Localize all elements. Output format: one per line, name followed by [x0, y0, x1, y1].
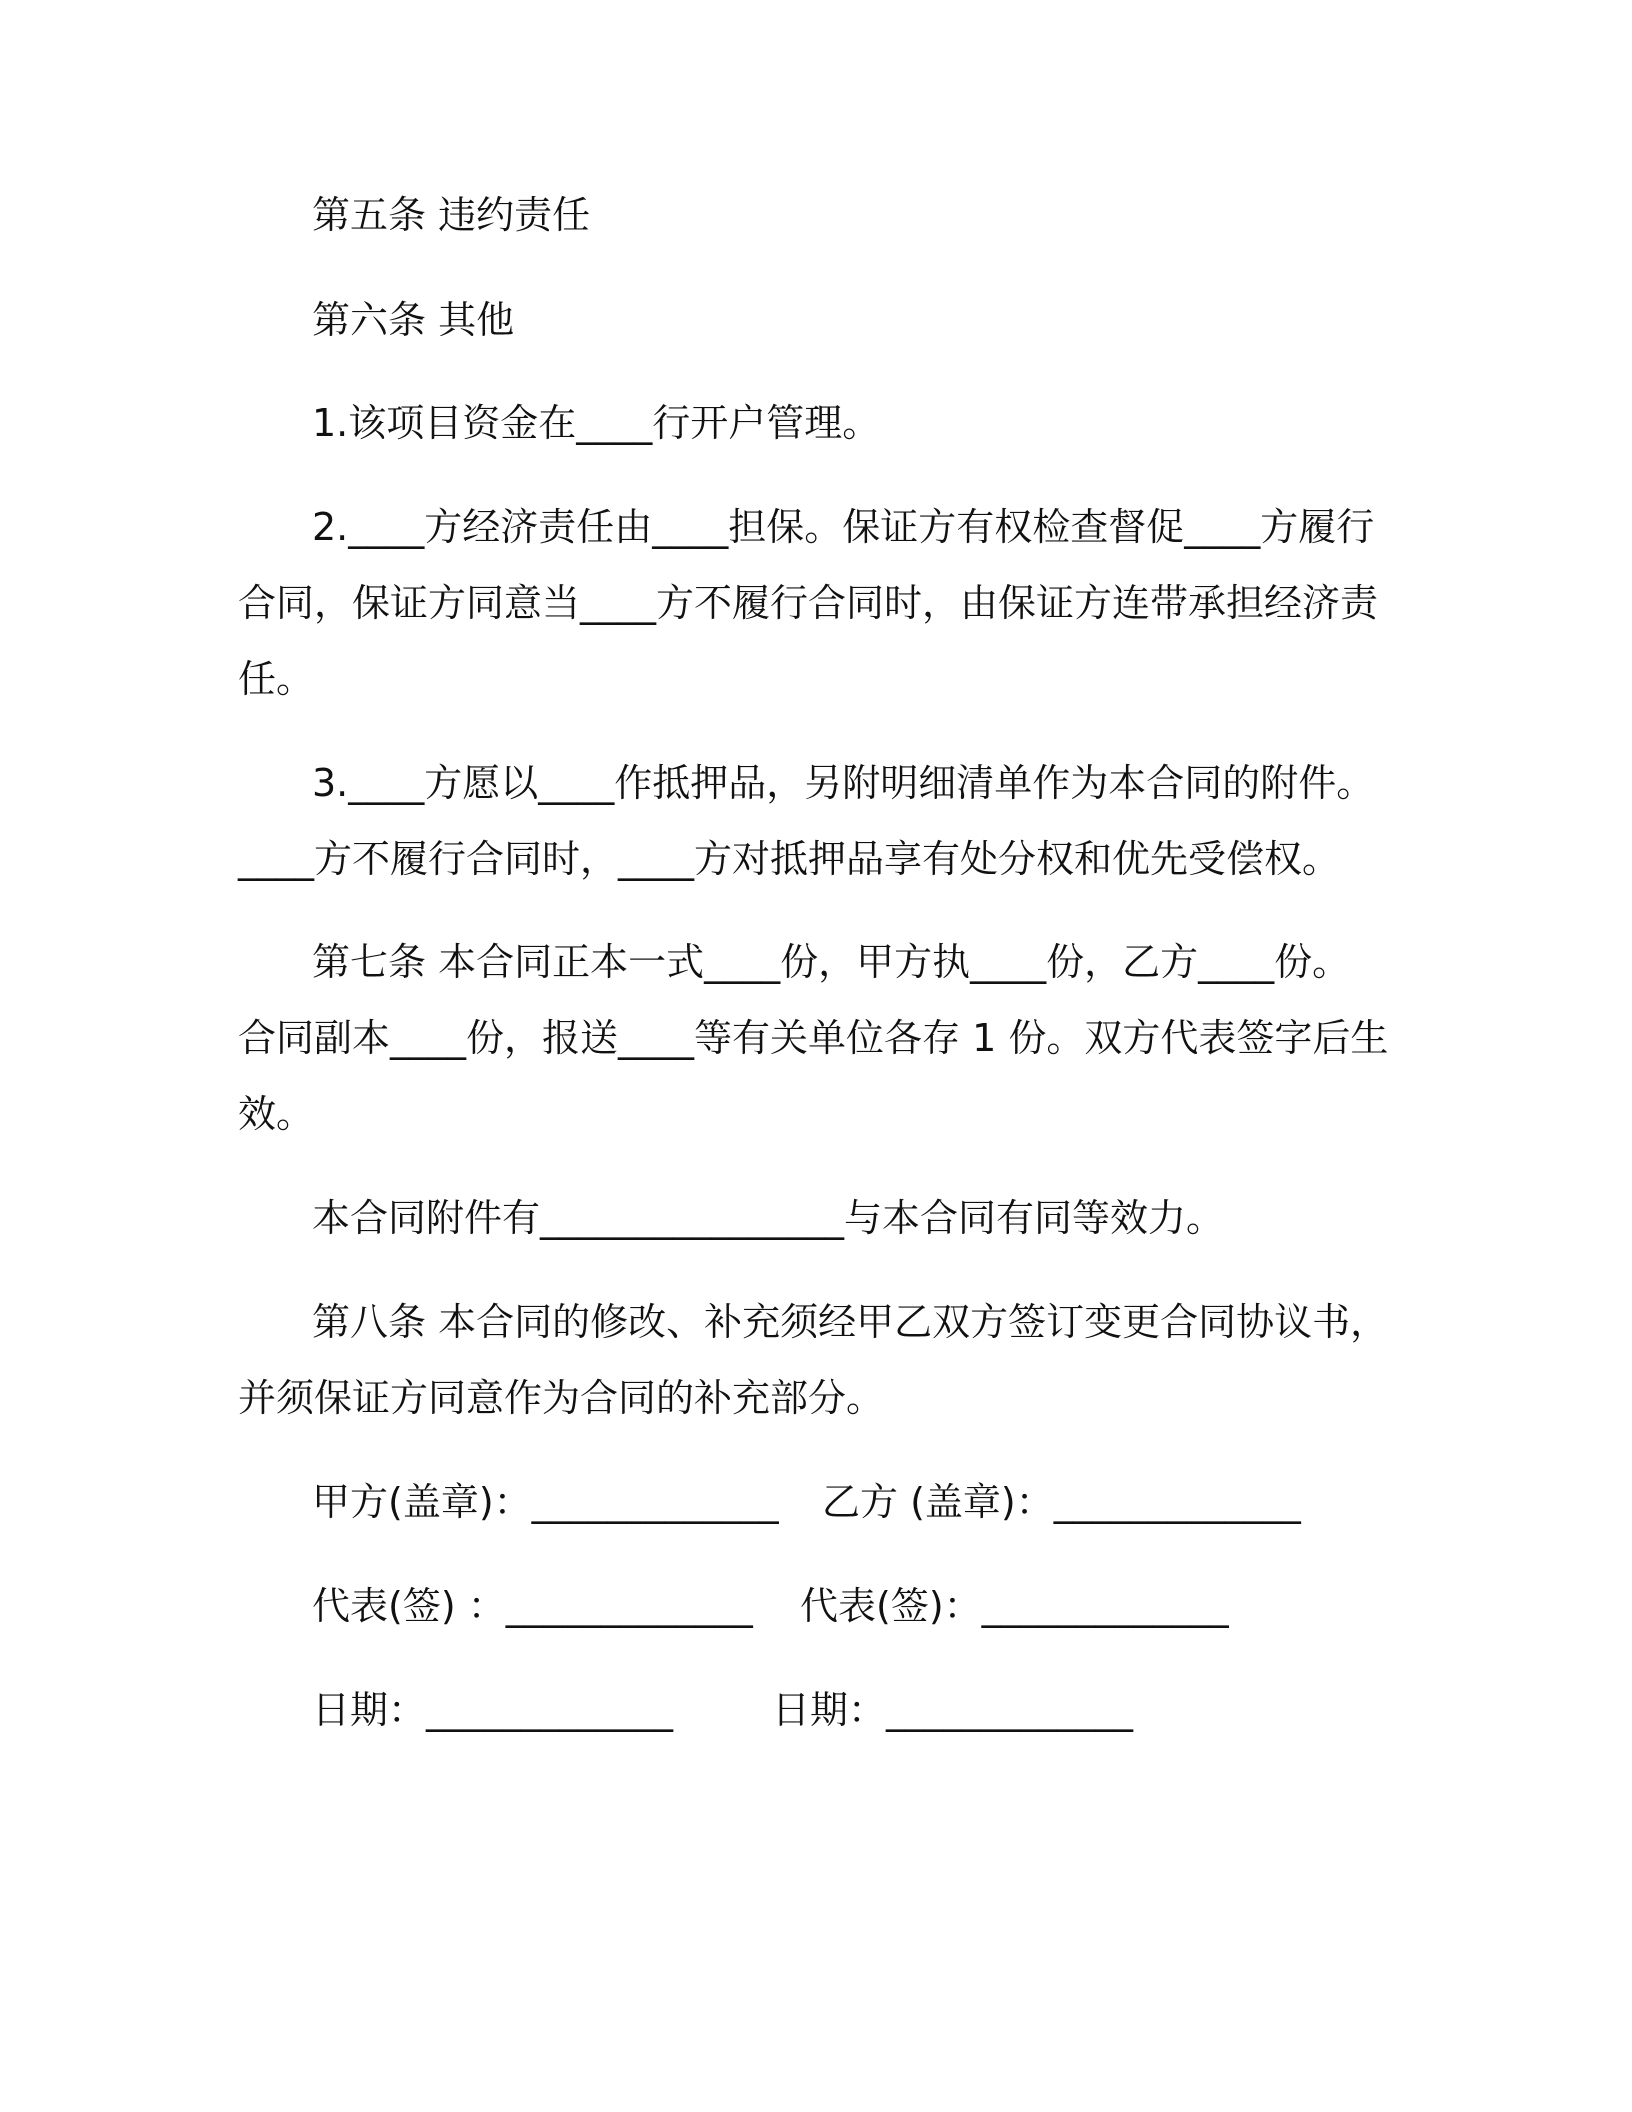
attachment-clause: 本合同附件有________________与本合同有同等效力。: [312, 1196, 1225, 1240]
article-5-heading: 第五条 违约责任: [312, 193, 591, 237]
clause-6-1: 1.该项目资金在____行开户管理。: [312, 401, 881, 445]
clause-6-3-line-1: 3.____方愿以____作抵押品，另附明细清单作为本合同的附件。: [312, 761, 1375, 805]
article-7-line-1: 第七条 本合同正本一式____份，甲方执____份，乙方____份。: [312, 940, 1351, 984]
article-7-line-2: 合同副本____份，报送____等有关单位各存 1 份。双方代表签字后生: [238, 1016, 1389, 1060]
party-b-seal-field: 乙方 (盖章)：_____________: [822, 1480, 1301, 1524]
clause-6-2-line-1: 2.____方经济责任由____担保。保证方有权检查督促____方履行: [312, 505, 1375, 549]
clause-6-2-line-3: 任。: [238, 657, 315, 701]
clause-6-3-line-2: ____方不履行合同时，____方对抵押品享有处分权和优先受偿权。: [238, 837, 1341, 881]
party-a-date-field: 日期：_____________: [312, 1688, 674, 1732]
party-b-representative-field: 代表(签)：_____________: [800, 1584, 1229, 1628]
clause-6-2-line-2: 合同，保证方同意当____方不履行合同时，由保证方连带承担经济责: [238, 581, 1379, 625]
article-7-line-3: 效。: [238, 1092, 315, 1136]
article-8-line-1: 第八条 本合同的修改、补充须经甲乙双方签订变更合同协议书，: [312, 1300, 1389, 1344]
party-a-representative-field: 代表(签) ：_____________: [312, 1584, 753, 1628]
article-8-line-2: 并须保证方同意作为合同的补充部分。: [238, 1376, 885, 1420]
article-6-heading: 第六条 其他: [312, 298, 515, 342]
party-b-date-field: 日期：_____________: [772, 1688, 1134, 1732]
party-a-seal-field: 甲方(盖章)：_____________: [312, 1480, 779, 1524]
